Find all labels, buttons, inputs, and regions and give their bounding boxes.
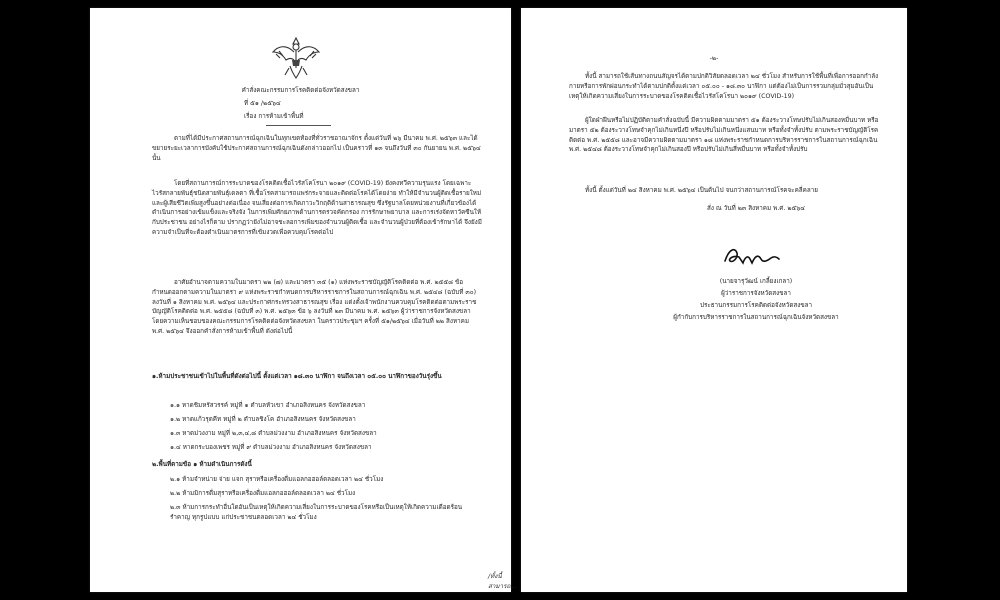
- garuda-emblem-icon: [270, 34, 322, 80]
- section-1-item-2: ๑.๒ หาดแก้วรุดคีท หมู่ที่ ๒ ตำบลชิงโค อำเภอสิงหนคร จังหวัดสงขลา: [170, 416, 356, 423]
- order-date: สั่ง ณ วันที่ ๒๓ สิงหาคม พ.ศ. ๒๕๖๔: [706, 205, 805, 212]
- issuing-organization: คำสั่งคณะกรรมการโรคติดต่อจังหวัดสงขลา: [241, 87, 360, 94]
- paragraph-5: ผู้ใดฝ่าฝืนหรือไม่ปฏิบัติตามคำสั่งฉบับนี้ มีความผิดตามมาตรา ๕๑ ต้องระวางโทษปรับไม่เกินสองหมื่นบาท หรือมาตรา ๕๒ ต้องระวางโทษจำคุกไม่เกินหนึ่งปี หรือปรับไม่เกินหนึ่งแสนบาท หรือทั้งจำทั้งปรับ ตามพระราชบัญญัติโรคติดต่อ พ.ศ. ๒๕๕๘ และอาจมีความผิดตามมาตรา ๑๘ แห่งพระราชกำหนดการบริหารราชการในสถานการณ์ฉุกเฉิน พ.ศ. ๒๕๔๘ ต้องระวางโทษจำคุกไม่เกินสองปี หรือปรับไม่เกินสี่หมื่นบาท หรือทั้งจำทั้งปรับ: [569, 117, 879, 154]
- continuation-marker: /ทั้งนี้สามารถ...: [488, 573, 517, 590]
- paragraph-3: อาศัยอำนาจตามความในมาตรา ๒๒ (๗) และมาตรา ๓๕ (๑) แห่งพระราชบัญญัติโรคติดต่อ พ.ศ. ๒๕๕๘ ข้อกำหนดออกตามความในมาตรา ๙ แห่งพระราชกำหนดการบริหารราชการในสถานการณ์ฉุกเฉิน พ.ศ. ๒๕๔๘ (ฉบับที่ ๓๐) ลงวันที่ ๑ สิงหาคม พ.ศ. ๒๕๖๔ และประกาศกระทรวงสาธารณสุข เรื่อง แต่งตั้งเจ้าพนักงานควบคุมโรคติดต่อตามพระราชบัญญัติโรคติดต่อ พ.ศ. ๒๕๕๘ (ฉบับที่ ๓) พ.ศ. ๒๕๖๓ ข้อ ๖ ลงวันที่ ๒๓ มีนาคม พ.ศ. ๒๕๖๓ ผู้ว่าราชการจังหวัดสงขลา โดยความเห็นชอบของคณะกรรมการโรคติดต่อจังหวัดสงขลา ในคราวประชุมฯ ครั้งที่ ๕๑/๒๕๖๔ เมื่อวันที่ ๒๒ สิงหาคม พ.ศ. ๒๕๖๔ จึงออกคำสั่งการห้ามเข้าพื้นที่ ดังต่อไปนี้: [152, 279, 477, 335]
- document-page-1: [90, 8, 517, 592]
- order-subject: เรื่อง การห้ามเข้าพื้นที่: [244, 113, 304, 120]
- section-1-heading: ๑.ห้ามประชาชนเข้าไปในพื้นที่ดังต่อไปนี้ ตั้งแต่เวลา ๑๘.๓๐ นาฬิกา จนถึงเวลา ๐๕.๐๐ นาฬิกาของวันรุ่งขึ้น: [152, 373, 442, 380]
- section-2-item-1: ๒.๑ ห้ามจำหน่าย จ่าย แจก สุราหรือเครื่องดื่มแอลกอฮอล์ตลอดเวลา ๒๔ ชั่วโมง: [170, 476, 384, 483]
- section-1-item-3: ๑.๓ หาดม่วงงาม หมู่ที่ ๒,๓,๔,๘ ตำบลม่วงงาม อำเภอสิงหนคร จังหวัดสงขลา: [170, 430, 377, 437]
- section-2-heading: ๒.พื้นที่ตามข้อ ๑ ห้ามดำเนินการดังนี้: [152, 461, 252, 468]
- header-divider: [266, 125, 331, 126]
- order-number: ที่ ๕๑ /๒๕๖๔: [244, 100, 281, 107]
- signatory-name: (นายจารุวัฒน์ เกลี้ยงเกลา): [719, 278, 793, 285]
- signature-icon: [721, 241, 781, 271]
- signatory-title-chair: ประธานกรรมการโรคติดต่อจังหวัดสงขลา: [699, 302, 813, 309]
- page-number: -๒-: [709, 55, 719, 62]
- paragraph-4: ทั้งนี้ สามารถใช้เส้นทางถนนสัญจรได้ตามปกติวิสัยตลอดเวลา ๒๔ ชั่วโมง สำหรับการใช้พื้นที่เพื่อการออกกำลังกายหรือการพักผ่อนกระทำได้ตามปกติตั้งแต่เวลา ๐๕.๐๐ - ๑๘.๓๐ นาฬิกา แต่ต้องไม่เป็นการรวมกลุ่มมั่วสุมอันเป็นเหตุให้เกิดความเสี่ยงในการระบาดของโรคติดเชื้อไวรัสโคโรนา ๒๐๑๙ (COVID-19): [569, 73, 879, 100]
- section-2-item-3: ๒.๓ ห้ามการกระทำอื่นใดอันเป็นเหตุให้เกิดความเสี่ยงในการระบาดของโรคหรือเป็นเหตุให้เกิดความเดือดร้อน รำคาญ ทุกรูปแบบ แก่ประชาชนตลอดเวลา ๒๔ ชั่วโมง: [170, 504, 463, 521]
- section-1-item-1: ๑.๑ หาดชิมหรัสวรรค์ หมู่ที่ ๑ ตำบลหัวเขา อำเภอสิงหนคร จังหวัดสงขลา: [170, 402, 366, 409]
- section-2-item-2: ๒.๒ ห้ามมิการดื่มสุราหรือเครื่องดื่มแอลกอฮอล์ตลอดเวลา ๒๔ ชั่วโมง: [170, 490, 356, 497]
- section-1-item-4: ๑.๔ หาดกระบองเพชร หมู่ที่ ๙ ตำบลม่วงงาม อำเภอสิงหนคร จังหวัดสงขลา: [170, 444, 372, 451]
- signatory-title-governor: ผู้ว่าราชการจังหวัดสงขลา: [721, 290, 791, 297]
- document-page-2: [521, 8, 907, 592]
- signatory-title-director: ผู้กำกับการบริหารราชการในสถานการณ์ฉุกเฉินจังหวัดสงขลา: [673, 314, 839, 321]
- paragraph-2: โดยที่สถานการณ์การระบาดของโรคติดเชื้อไวรัสโคโรนา ๒๐๑๙ (COVID-19) ยังคงทวีความรุนแรง โดยเฉพาะไวรัสกลายพันธุ์ชนิดสายพันธุ์เดลตา ที่เชื้อโรคสามารถแพร่กระจายและติดต่อโรคได้โดยง่าย ทำให้มีจำนวนผู้ติดเชื้อรายใหม่และผู้เสียชีวิตเพิ่มสูงขึ้นอย่างต่อเนื่อง จนเสี่ยงต่อการเกิดภาวะวิกฤติด้านสาธารณสุข ซึ่งรัฐบาลโดยหน่วยงานที่เกี่ยวข้องได้ดำเนินการอย่างเข้มแข็งและจริงจัง ในการเพิ่มศักยภาพด้านการตรวจคัดกรอง การรักษาพยาบาล และการเร่งจัดหาวัคซีนให้กับประชาชน อย่างไรก็ตาม ปรากฏว่ายังไม่อาจชะลอการเพิ่มของจำนวนผู้ติดเชื้อ และจำนวนผู้ป่วยที่ต้องเข้ารักษาได้ จึงยังมีความจำเป็นที่จะต้องดำเนินมาตรการที่เข้มงวดเพื่อควบคุมโรคต่อไป: [152, 180, 482, 236]
- paragraph-1: ตามที่ได้มีประกาศสถานการณ์ฉุกเฉินในทุกเขตท้องที่ทั่วราชอาณาจักร ตั้งแต่วันที่ ๒๖ มีนาคม พ.ศ. ๒๕๖๓ และได้ขยายระยะเวลาการบังคับใช้ประกาศสถานการณ์ฉุกเฉินดังกล่าวออกไป เป็นคราวที่ ๑๓ จนถึงวันที่ ๓๐ กันยายน พ.ศ. ๒๕๖๔ นั้น: [152, 135, 481, 162]
- paragraph-6: ทั้งนี้ ตั้งแต่วันที่ ๒๔ สิงหาคม พ.ศ. ๒๕๖๔ เป็นต้นไป จนกว่าสถานการณ์โรคจะคลี่คลาย: [585, 187, 818, 194]
